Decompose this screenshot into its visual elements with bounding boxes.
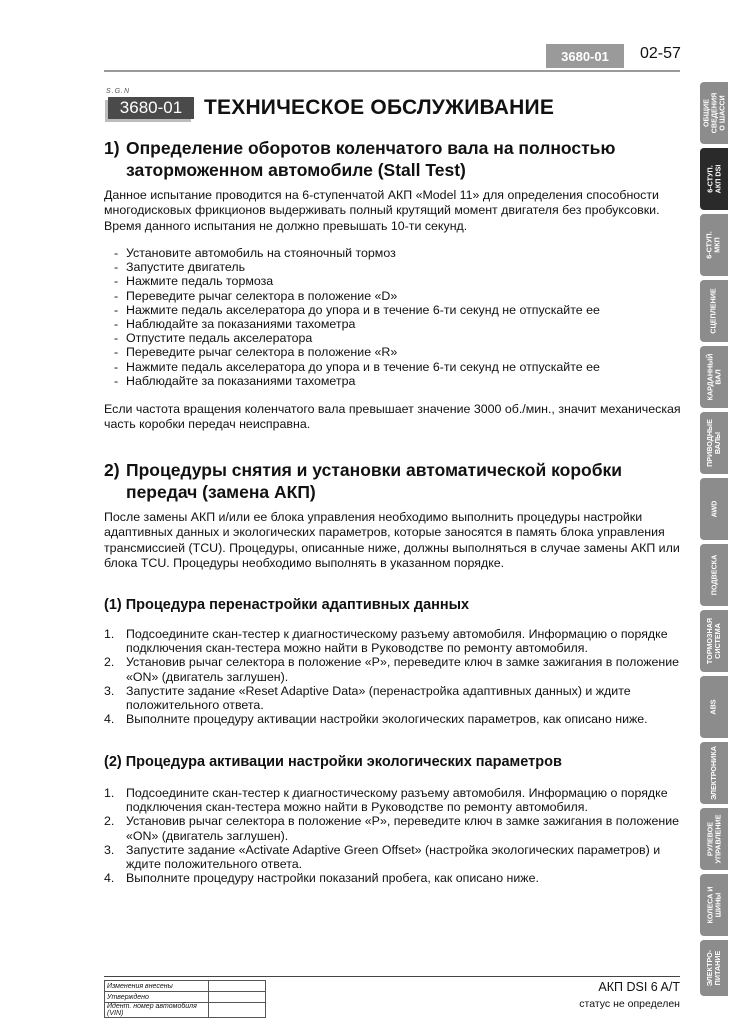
footer-status: статус не определен <box>579 998 680 1010</box>
side-tab-wheels-tires[interactable]: КОЛЕСА И ШИНЫ <box>700 874 728 936</box>
section2-title: Процедуры снятия и установки автоматической коробки передач (замена АКП) <box>126 460 623 502</box>
side-tab-steering[interactable]: РУЛЕВОЕ УПРАВЛЕНИЕ <box>700 808 728 870</box>
subsection2-title: (2) Процедура активации настройки экологических параметров <box>104 754 562 770</box>
table-row <box>105 1003 266 1018</box>
section-logo <box>104 88 194 122</box>
page-title: ТЕХНИЧЕСКОЕ ОБСЛУЖИВАНИЕ <box>204 96 555 119</box>
section1-title: Определение оборотов коленчатого вала на полностью заторможенном автомобиле (Stall Test) <box>126 138 616 180</box>
side-tab-propeller-shaft[interactable]: КАРДАННЫЙ ВАЛ <box>700 346 728 408</box>
list-item: 1. Подсоедините скан-тестер к диагностическому разъему автомобиля. Информацию о порядке подключения скан-тестера можно найти в Руководстве по ремонту автомобиля. <box>104 627 668 656</box>
table-row <box>105 992 266 1003</box>
side-tab-general[interactable]: ОБЩИЕ СВЕДЕНИЯ О ШАССИ <box>700 82 728 144</box>
side-tab-suspension[interactable]: ПОДВЕСКА <box>700 544 728 606</box>
section1-number: 1) <box>104 138 120 158</box>
list-item: 3. Запустите задание «Activate Adaptive Green Offset» (настройка экологических параметров) и ждите положительного ответа. <box>104 842 661 872</box>
side-tab-electronics[interactable]: ЭЛЕКТРОНИКА <box>700 742 728 804</box>
list-item: 2. Установив рычаг селектора в положение «P», переведите ключ в замке зажигания в положение «ON» (двигатель заглушен). <box>104 814 680 843</box>
list-item: - Переведите рычаг селектора в положение «D» <box>114 288 398 303</box>
table-cell: Изменения внесены <box>105 981 209 992</box>
list-item: 3. Запустите задание «Reset Adaptive Data» (перенастройка адаптивных данных) и ждите положительного ответа. <box>104 683 631 713</box>
side-tab-brake-system[interactable]: ТОРМОЗНАЯ СИСТЕМА <box>700 610 728 672</box>
list-item: - Наблюдайте за показаниями тахометра <box>114 373 356 388</box>
list-item: - Запустите двигатель <box>114 260 246 275</box>
list-item: - Нажмите педаль акселератора до упора и в течение 6-ти секунд не отпускайте ее <box>114 359 600 374</box>
side-tab-manual-transmission[interactable]: 6-СТУП. МКП <box>700 214 728 276</box>
revision-table <box>104 980 266 1018</box>
section1-steps <box>104 246 684 388</box>
page-number: 02-57 <box>640 45 681 62</box>
section2-intro: После замены АКП и/или ее блока управления необходимо выполнить процедуры настройки адаптивных данных и экологических параметров, которые заносятся в память блока управления трансмиссией (TCU). Процедуры, описанные ниже, должны выполняться в случае замены АКП или блока TCU. Процедуры необходимо выполнять в указанном порядке. <box>104 510 680 571</box>
subsection2-steps <box>104 786 684 885</box>
table-cell: Идент. номер автомобиля (VIN) <box>105 1003 209 1018</box>
section1-heading <box>104 137 674 183</box>
list-item: 1. Подсоедините скан-тестер к диагностическому разъему автомобиля. Информацию о порядке подключения скан-тестера можно найти в Руководстве по ремонту автомобиля. <box>104 786 668 815</box>
list-item: - Переведите рычаг селектора в положение «R» <box>114 345 398 360</box>
section2-heading <box>104 459 674 505</box>
list-item: - Нажмите педаль акселератора до упора и в течение 6-ти секунд не отпускайте ее <box>114 302 600 317</box>
list-item: 2. Установив рычаг селектора в положение «P», переведите ключ в замке зажигания в положение «ON» (двигатель заглушен). <box>104 655 680 684</box>
section1-intro: Данное испытание проводится на 6-ступенчатой АКП «Model 11» для определения способности многодисковых фрикционов выдерживать полный крутящий момент двигателя без пробуксовки. Время данного испытания не должно превышать 10-ти секунд. <box>104 188 660 233</box>
logo-code: 3680-01 <box>108 97 194 119</box>
list-item: - Наблюдайте за показаниями тахометра <box>114 317 356 332</box>
list-item: 4. Выполните процедуру активации настройки экологических параметров, как описано ниже. <box>104 712 648 727</box>
footer-doc-title: АКП DSI 6 A/T <box>598 980 680 994</box>
section2-number: 2) <box>104 460 120 480</box>
side-tab-abs[interactable]: ABS <box>700 676 728 738</box>
list-item: - Установите автомобиль на стояночный тормоз <box>114 246 396 260</box>
footer-divider <box>104 976 680 977</box>
table-row <box>105 981 266 992</box>
list-item: 4. Выполните процедуру настройки показаний пробега, как описано ниже. <box>104 871 539 886</box>
list-item: - Нажмите педаль тормоза <box>114 274 274 289</box>
table-cell: Утверждено <box>105 992 209 1003</box>
subsection1-title: (1) Процедура перенастройки адаптивных данных <box>104 597 470 613</box>
subsection1-steps <box>104 627 684 726</box>
header-divider <box>104 70 680 72</box>
side-tab-awd[interactable]: AWD <box>700 478 728 540</box>
side-tab-drive-shafts[interactable]: ПРИВОДНЫЕ ВАЛЫ <box>700 412 728 474</box>
logo-brand: S.G.N <box>106 88 131 95</box>
section1-conclusion: Если частота вращения коленчатого вала превышает значение 3000 об./мин., значит механическая часть коробки передач неисправна. <box>104 402 681 432</box>
section-code-badge: 3680-01 <box>546 44 624 68</box>
list-item: - Отпустите педаль акселератора <box>114 331 313 346</box>
side-tab-clutch[interactable]: СЦЕПЛЕНИЕ <box>700 280 728 342</box>
side-tab-power-supply[interactable]: ЭЛЕКТРО- ПИТАНИЕ <box>700 940 728 996</box>
side-tab-dsi-at[interactable]: 6-СТУП. АКП DSI <box>700 148 728 210</box>
